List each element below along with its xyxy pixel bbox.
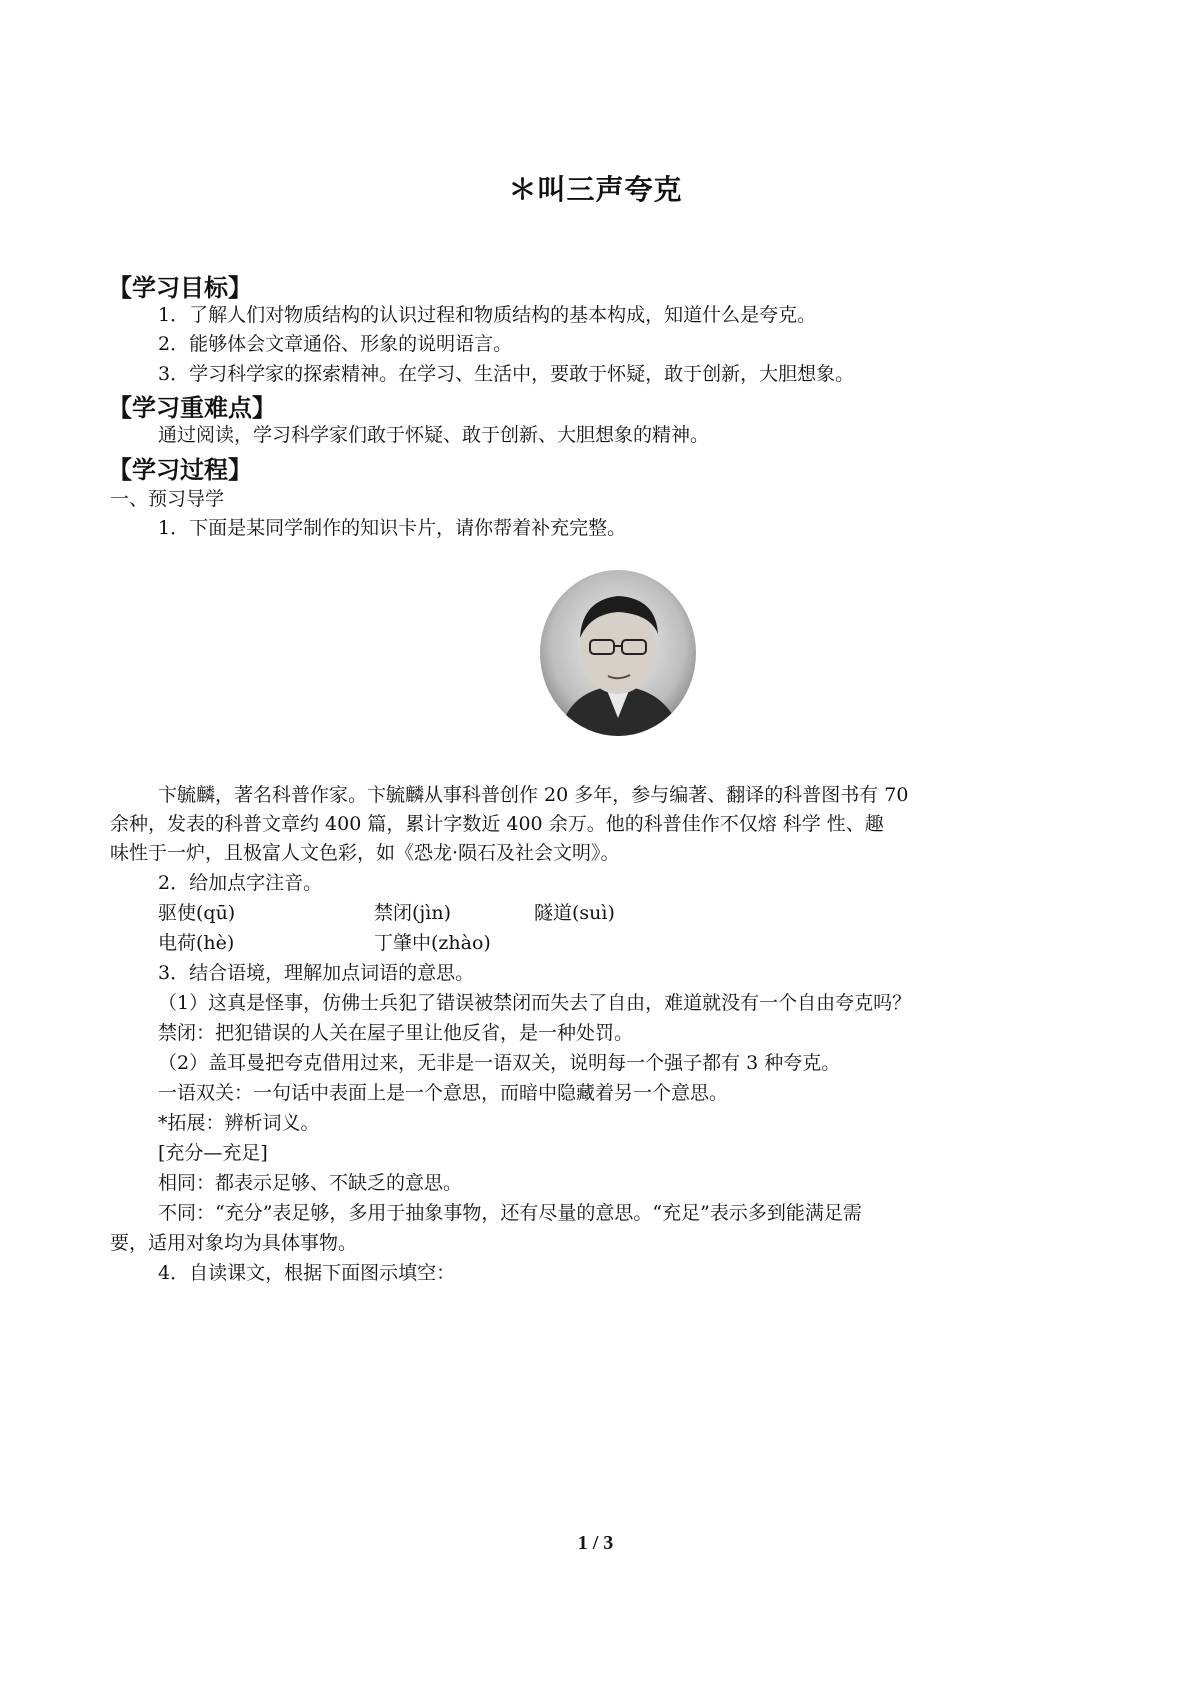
question-2: 2．给加点字注音。 [158,872,323,894]
author-portrait-photo [538,568,698,738]
part-one-heading: 一、预习导学 [110,488,225,510]
pinyin-item: 隧道(suì) [534,902,615,924]
section-goals-heading: 【学习目标】 [108,274,252,302]
question-3-line: 不同：“充分”表足够，多用于抽象事物，还有尽量的意思。“充足”表示多到能满足需 [158,1202,862,1224]
bio-line: 味性于一炉，且极富人文色彩，如《恐龙·陨石及社会文明》。 [110,842,620,864]
page-number: 1 / 3 [577,1532,614,1554]
difficulty-text: 通过阅读，学习科学家们敢于怀疑、敢于创新、大胆想象的精神。 [158,424,710,446]
bio-line: 余种，发表的科普文章约 400 篇，累计字数近 400 余万。他的科普佳作不仅熔 科学 性、趣 [110,813,884,835]
pinyin-item: 驱使(qū) [158,902,236,924]
question-3-line: （2）盖耳曼把夸克借用过来，无非是一语双关，说明每一个强子都有 3 种夸克。 [158,1052,841,1074]
question-3: 3．结合语境，理解加点词语的意思。 [158,962,475,984]
question-3-line: [充分—充足] [158,1142,268,1164]
pinyin-item: 丁肇中(zhào) [374,932,491,954]
goal-item: 1．了解人们对物质结构的认识过程和物质结构的基本构成，知道什么是夸克。 [158,304,817,326]
question-3-line: 相同：都表示足够、不缺乏的意思。 [158,1172,463,1194]
bio-line: 卞毓麟，著名科普作家。卞毓麟从事科普创作 20 多年，参与编著、翻译的科普图书有 70 [158,784,909,806]
question-3-line: 一语双关：一句话中表面上是一个意思，而暗中隐藏着另一个意思。 [158,1082,729,1104]
page-title: ＊叫三声夸克 [508,173,683,206]
section-process-heading: 【学习过程】 [108,456,252,484]
goal-item: 3．学习科学家的探索精神。在学习、生活中，要敢于怀疑，敢于创新，大胆想象。 [158,363,855,385]
goal-item: 2．能够体会文章通俗、形象的说明语言。 [158,333,513,355]
section-difficulty-heading: 【学习重难点】 [108,394,276,422]
pinyin-item: 电荷(hè) [158,932,235,954]
question-3-line: 要，适用对象均为具体事物。 [110,1232,358,1254]
question-3-line: （1）这真是怪事，仿佛士兵犯了错误被禁闭而失去了自由，难道就没有一个自由夸克吗？ [158,992,912,1014]
question-4: 4．自读课文，根据下面图示填空： [158,1262,456,1284]
question-3-line: *拓展：辨析词义。 [158,1112,320,1134]
pinyin-item: 禁闭(jìn) [374,902,452,924]
question-1: 1．下面是某同学制作的知识卡片，请你帮着补充完整。 [158,517,627,539]
question-3-line: 禁闭：把犯错误的人关在屋子里让他反省，是一种处罚。 [158,1022,634,1044]
